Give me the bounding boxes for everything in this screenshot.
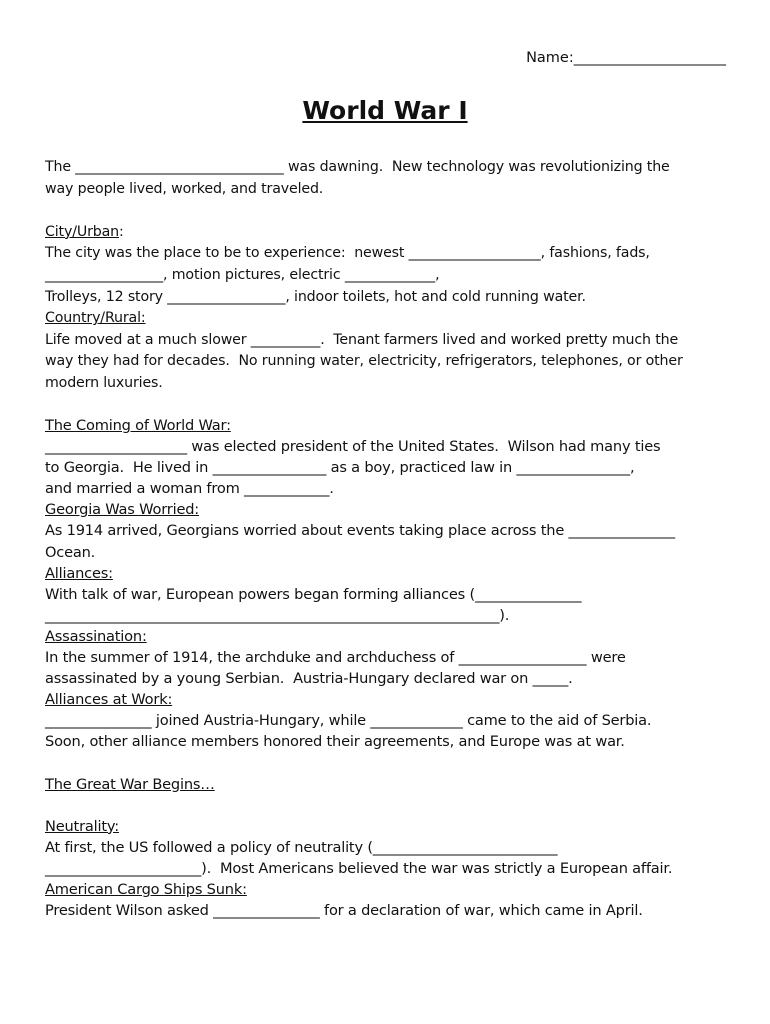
text-line: ____________________ was elected president of the United States. Wilson had many ties: [45, 438, 661, 456]
heading-text: City/Urban: [45, 223, 119, 240]
text-line: _________________, motion pictures, electric _____________,: [45, 266, 440, 283]
text-line: way they had for decades. No running water, electricity, refrigerators, telephones, or other: [45, 353, 683, 370]
text-line: and married a woman from ____________.: [45, 480, 334, 498]
blank-line: [45, 795, 735, 816]
section-world-war: [45, 415, 735, 921]
text-line: Soon, other alliance members honored their agreements, and Europe was at war.: [45, 733, 625, 751]
name-field[interactable]: Name:_____________________: [526, 50, 726, 66]
blank-line: [45, 200, 735, 222]
text-line: With talk of war, European powers began forming alliances (_______________: [45, 585, 582, 603]
text-line: way people lived, worked, and traveled.: [45, 180, 324, 197]
section-heading-cargo-ships-sunk: American Cargo Ships Sunk:: [45, 881, 247, 899]
text-line: As 1914 arrived, Georgians worried about events taking place across the _______________: [45, 522, 675, 540]
section-heading-great-war-begins: The Great War Begins…: [45, 775, 215, 793]
text-line: Trolleys, 12 story _________________, indoor toilets, hot and cold running water.: [45, 288, 586, 305]
text-line: In the summer of 1914, the archduke and archduchess of __________________ were: [45, 649, 626, 667]
text-line: assassinated by a young Serbian. Austria-Hungary declared war on _____.: [45, 670, 573, 688]
section-heading-assassination: Assassination:: [45, 627, 147, 645]
text-line: The city was the place to be to experience: newest ___________________, fashions, fads,: [45, 245, 650, 262]
section-heading-neutrality: Neutrality:: [45, 817, 119, 835]
section-heading-country-rural: Country/Rural:: [45, 310, 146, 327]
text-line: _______________ joined Austria-Hungary, while _____________ came to the aid of Serbia.: [45, 712, 652, 730]
text-line: Ocean.: [45, 543, 96, 561]
text-line: ______________________). Most Americans believed the war was strictly a European affair.: [45, 859, 673, 877]
section-heading-georgia-worried: Georgia Was Worried:: [45, 501, 200, 519]
section-heading-alliances: Alliances:: [45, 564, 113, 582]
text-line: modern luxuries.: [45, 374, 163, 391]
heading-colon: :: [119, 223, 124, 240]
text-line: ________________________________________________________________).: [45, 606, 510, 624]
blank-line: [45, 753, 735, 774]
text-line: President Wilson asked _______________ for a declaration of war, which came in April.: [45, 902, 643, 920]
section-intro: [45, 157, 735, 395]
section-heading-alliances-at-work: Alliances at Work:: [45, 691, 173, 709]
section-heading-city-urban: [45, 222, 735, 244]
text-line: to Georgia. He lived in ________________ as a boy, practiced law in ________________,: [45, 459, 635, 477]
text-line: At first, the US followed a policy of neutrality (__________________________: [45, 838, 558, 856]
text-line: Life moved at a much slower __________. Tenant farmers lived and worked pretty much the: [45, 331, 679, 348]
text-line: The ______________________________ was dawning. New technology was revolutionizing the: [45, 159, 670, 175]
section-heading-coming-of-war: The Coming of World War:: [45, 417, 231, 434]
page-title: World War I: [302, 96, 468, 125]
